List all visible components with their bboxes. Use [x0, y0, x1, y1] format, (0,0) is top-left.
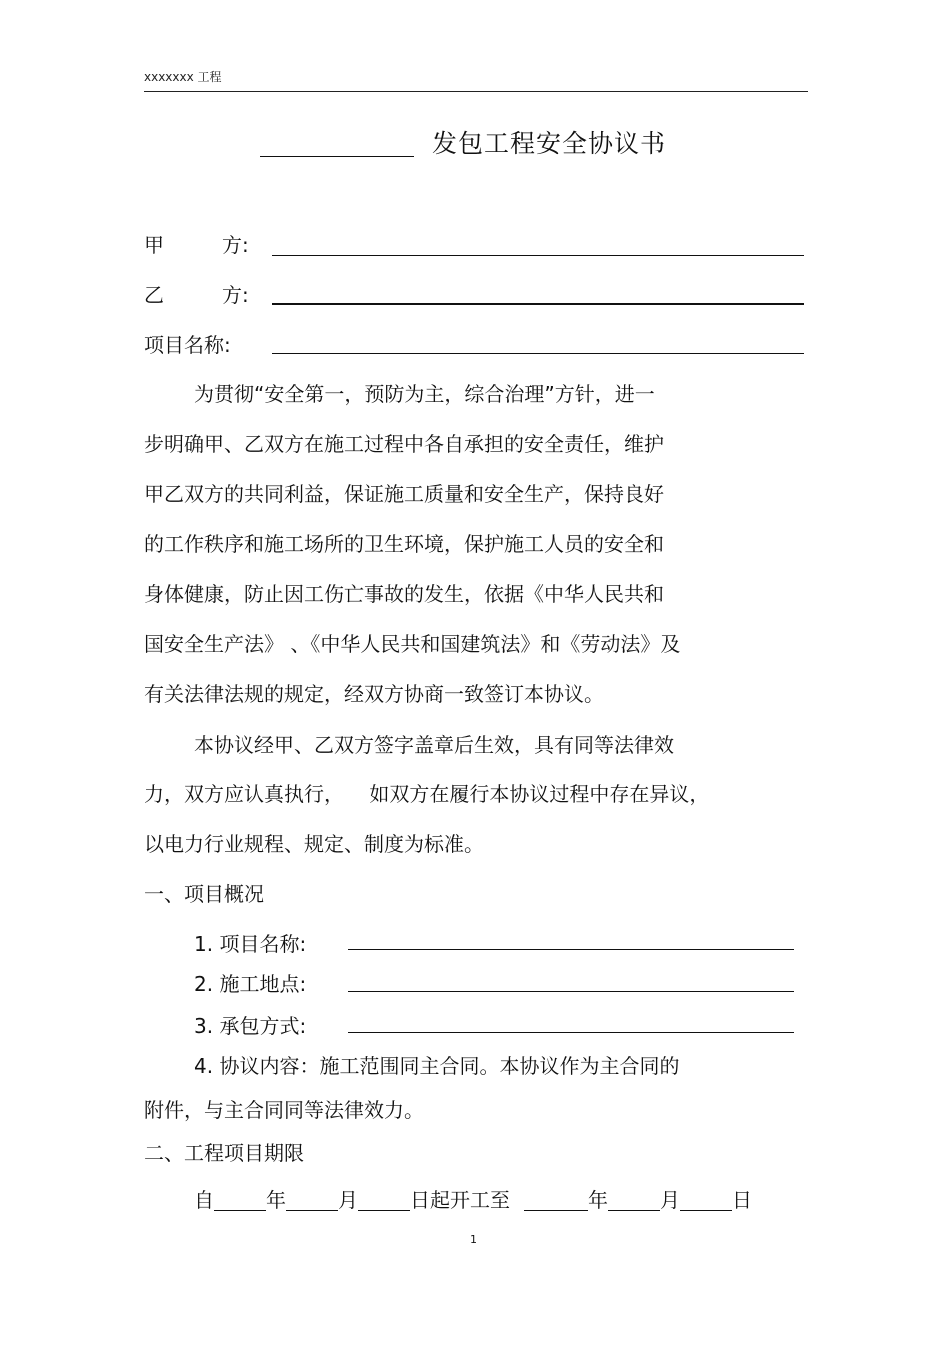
para1-line-3: 甲乙双方的共同利益，保证施工质量和安全生产，保持良好	[144, 482, 664, 506]
item2-label: 2. 施工地点:	[194, 972, 307, 996]
term-month2: 月	[660, 1188, 680, 1212]
party-a-suffix: 方:	[222, 233, 249, 257]
item1-field[interactable]	[348, 949, 794, 950]
term-year2: 年	[588, 1188, 608, 1212]
header-rule	[144, 91, 808, 92]
party-a-label	[144, 229, 249, 258]
title-blank-line	[260, 156, 414, 157]
term-year: 年	[266, 1188, 286, 1212]
item4-line-1: 4. 协议内容：施工范围同主合同。本协议作为主合同的	[194, 1054, 680, 1078]
party-a-field[interactable]	[272, 255, 804, 256]
para1-line-5: 身体健康，防止因工伤亡事故的发生，依据《中华人民共和	[144, 582, 664, 606]
para1-line-7: 有关法律法规的规定，经双方协商一致签订本协议。	[144, 682, 604, 706]
document-title: 发包工程安全协议书	[432, 129, 667, 158]
party-b-suffix: 方:	[222, 283, 249, 307]
term-from: 自	[194, 1188, 214, 1212]
end-day-field[interactable]	[680, 1190, 732, 1211]
para2-line-3: 以电力行业规程、规定、制度为标准。	[144, 832, 484, 856]
para1-line-2: 步明确甲、乙双方在施工过程中各自承担的安全责任，维护	[144, 432, 664, 456]
item2-field[interactable]	[348, 991, 794, 992]
item3-field[interactable]	[348, 1032, 794, 1033]
term-month: 月	[338, 1188, 358, 1212]
para1-line-6: 国安全生产法》 、《中华人民共和国建筑法》和《劳动法》及	[144, 632, 681, 656]
item1-label: 1. 项目名称:	[194, 932, 307, 956]
end-month-field[interactable]	[608, 1190, 660, 1211]
header-text: xxxxxxx 工程	[144, 70, 222, 84]
party-b-field[interactable]	[272, 303, 804, 305]
para1-line-4: 的工作秩序和施工场所的卫生环境，保护施工人员的安全和	[144, 532, 664, 556]
project-name-label: 项目名称:	[144, 333, 231, 357]
section2-heading: 二、工程项目期限	[144, 1141, 304, 1165]
party-a-char: 甲	[144, 233, 164, 257]
term-day-end: 日	[732, 1188, 752, 1212]
para1-line-1: 为贯彻“安全第一，预防为主，综合治理”方针，进一	[194, 382, 655, 406]
project-name-field[interactable]	[272, 353, 804, 354]
start-year-field[interactable]	[214, 1190, 266, 1211]
party-b-char: 乙	[144, 283, 164, 307]
start-month-field[interactable]	[286, 1190, 338, 1211]
section1-heading: 一、项目概况	[144, 882, 264, 906]
term-day-start: 日起开工至	[410, 1188, 510, 1212]
item4-line-2: 附件，与主合同同等法律效力。	[144, 1098, 424, 1122]
item3-label: 3. 承包方式:	[194, 1014, 307, 1038]
para2-line-1: 本协议经甲、乙双方签字盖章后生效，具有同等法律效	[194, 733, 674, 757]
end-year-field[interactable]	[524, 1190, 588, 1211]
para2-line-2: 力，双方应认真执行， 如双方在履行本协议过程中存在异议，	[144, 782, 710, 806]
start-day-field[interactable]	[358, 1190, 410, 1211]
party-b-label	[144, 279, 249, 308]
page-number: 1	[470, 1233, 477, 1246]
term-line	[194, 1184, 752, 1213]
